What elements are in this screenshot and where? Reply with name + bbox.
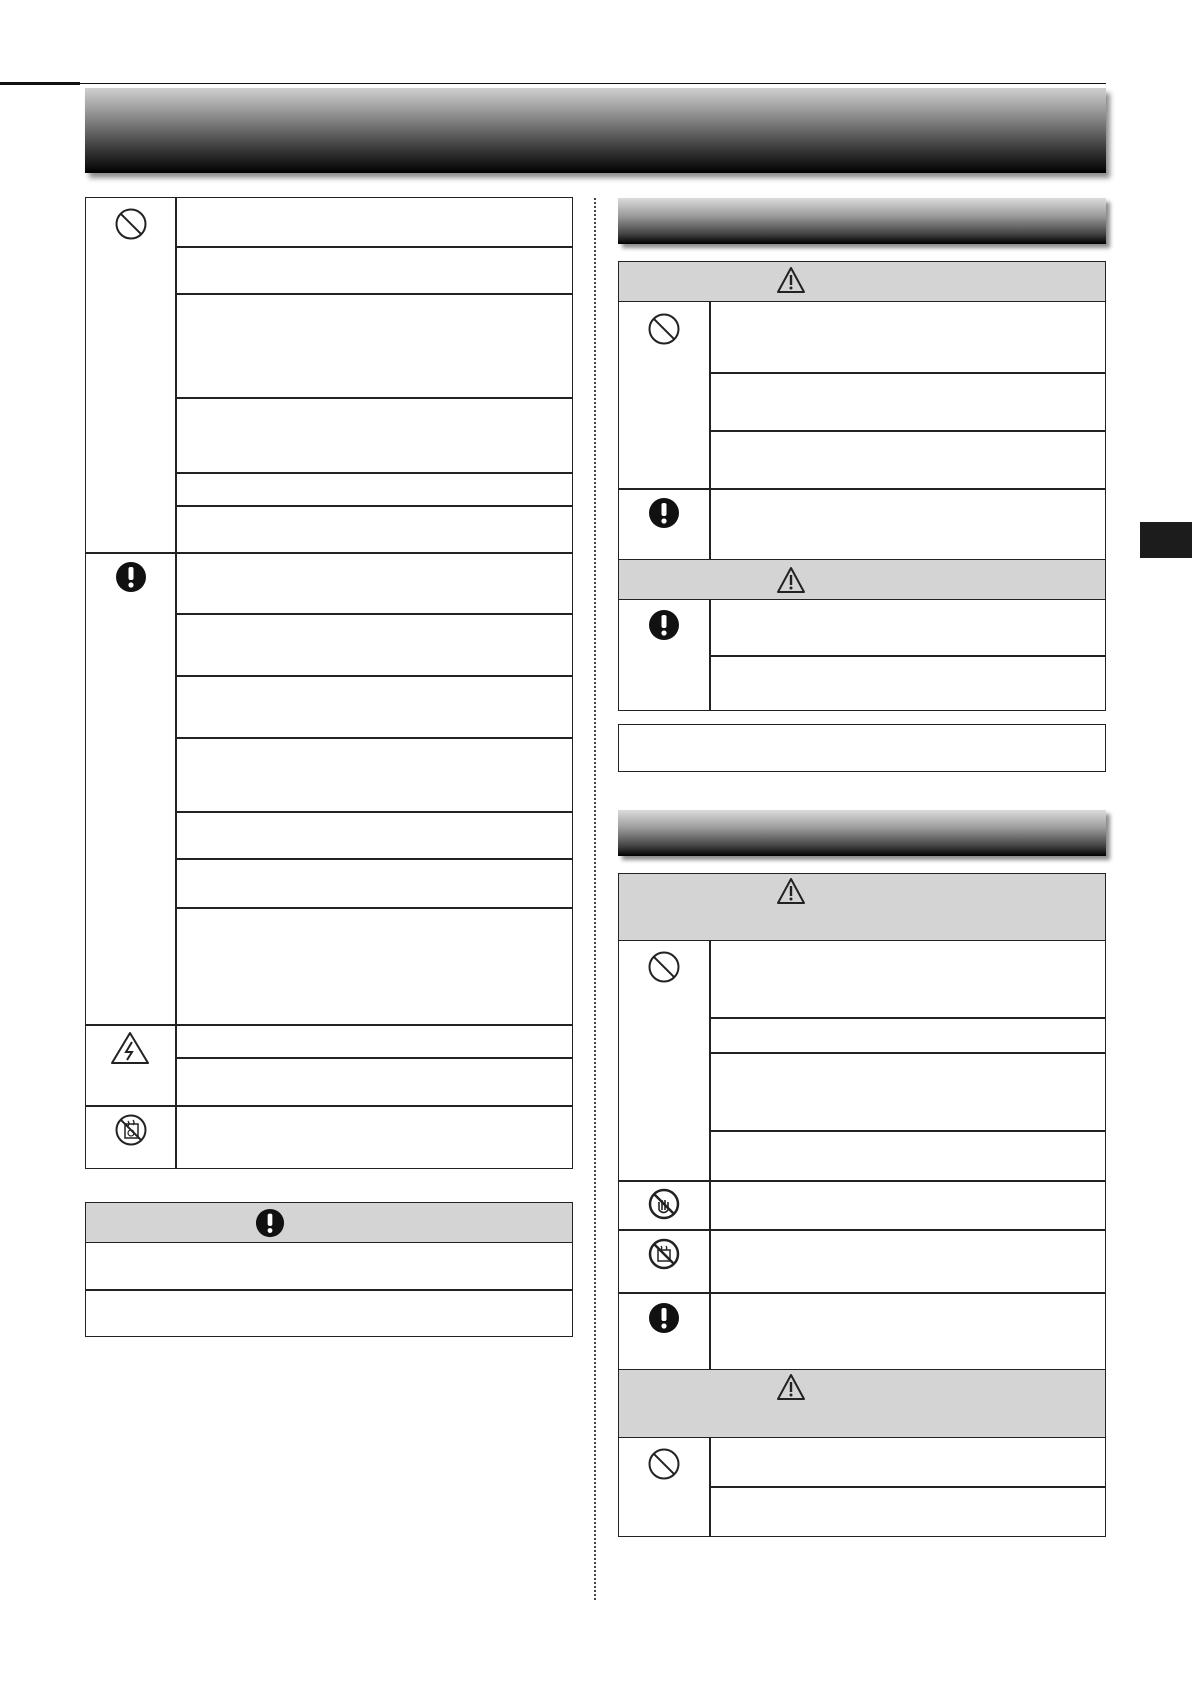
row-separator: [709, 1130, 1106, 1132]
row-separator: [85, 1289, 573, 1291]
do-not-touch-icon: [648, 1188, 680, 1220]
row-separator: [175, 397, 573, 399]
warning-triangle-icon: [776, 877, 806, 905]
row-separator: [709, 430, 1106, 432]
section-1-table: [618, 261, 1106, 711]
mandatory-action-icon: [115, 561, 147, 593]
row-separator: [709, 1052, 1106, 1054]
row-separator: [709, 1486, 1106, 1488]
mandatory-action-icon: [648, 497, 680, 529]
row-separator: [175, 907, 573, 909]
row-separator: [175, 675, 573, 677]
group-separator: [85, 1024, 573, 1026]
caution-header: [619, 560, 1105, 600]
mandatory-action-icon: [648, 1302, 680, 1334]
group-separator: [85, 552, 573, 554]
warning-triangle-icon: [776, 266, 806, 294]
prohibition-icon: [647, 950, 681, 984]
prohibition-icon: [114, 207, 148, 241]
row-separator: [175, 737, 573, 739]
no-water-splash-icon: [114, 1113, 148, 1147]
row-separator: [175, 613, 573, 615]
group-separator: [618, 488, 1106, 490]
section-1-note-box: [618, 724, 1106, 772]
group-separator: [85, 1105, 573, 1107]
section-1-banner: [618, 198, 1106, 244]
row-separator: [175, 472, 573, 474]
section-2-banner: [618, 810, 1106, 856]
group-separator: [618, 1292, 1106, 1294]
page-title-banner: [85, 88, 1106, 173]
section-tab-marker: [1140, 522, 1192, 558]
row-separator: [175, 1057, 573, 1059]
row-separator: [709, 372, 1106, 374]
row-separator: [709, 655, 1106, 657]
column-divider: [594, 198, 596, 1600]
group-separator: [618, 1180, 1106, 1182]
warning-triangle-icon: [776, 1373, 806, 1401]
row-separator: [175, 246, 573, 248]
header-rule-thick: [0, 82, 80, 85]
do-not-wet-icon: [648, 1238, 680, 1270]
mandatory-action-icon: [255, 1208, 285, 1238]
group-separator: [618, 1229, 1106, 1231]
section-2-divider: [709, 941, 711, 1537]
row-separator: [175, 858, 573, 860]
header-rule: [80, 83, 1106, 84]
row-separator: [175, 505, 573, 507]
row-separator: [175, 293, 573, 295]
warning-header: [619, 874, 1105, 941]
warning-triangle-icon: [776, 566, 806, 594]
row-separator: [709, 1017, 1106, 1019]
row-separator: [175, 811, 573, 813]
prohibition-icon: [647, 1447, 681, 1481]
prohibition-icon: [647, 312, 681, 346]
warning-header: [619, 262, 1105, 302]
mandatory-action-icon: [648, 609, 680, 641]
caution-header: [619, 1370, 1105, 1438]
electric-shock-icon: [110, 1031, 150, 1065]
section-1-divider: [709, 302, 711, 711]
notice-header: [86, 1203, 572, 1243]
